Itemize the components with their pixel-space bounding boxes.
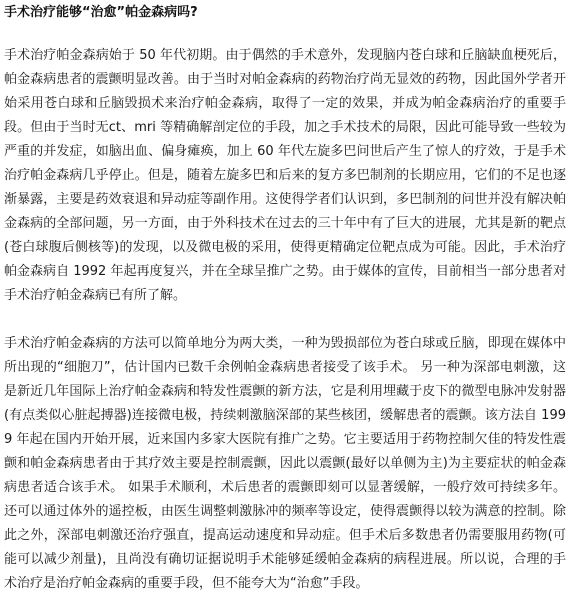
article — [4, 0, 566, 591]
paragraph-history: 手术治疗帕金森病始于 50 年代初期。由于偶然的手术意外，发现脑内苍白球和丘脑缺血梗死后，帕金森病患者的震颤明显改善。由于当时对帕金森病的药物治疗尚无显效的药物，因此国外学者开始采用苍白球和丘脑毁损术来治疗帕金森病，取得了一定的效果，并成为帕金森病治疗的重要手段。但由于当时无ct、mri 等精确解剖定位的手段，加之手术技术的局限，因此可能导致一些较为严重的并发症，如脑出血、偏身瘫痪，加上 60 年代左旋多巴问世后产生了惊人的疗效，于是手术治疗帕金森病几乎停止。但是，随着左旋多巴和后来的复方多巴制剂的长期应用，它们的不足也逐渐暴露，主要是药效衰退和异动症等副作用。这使得学者们认识到，多巴制剂的问世并没有解决帕金森病的全部问题，另一方面，由于外科技术在过去的三十年中有了巨大的进展，尤其是新的靶点(苍白球腹后侧核等)的发现，以及微电极的采用，使得更精确定位靶点成为可能。因此，手术治疗帕金森病自 1992 年起再度复兴，并在全球呈推广之势。由于媒体的宣传，目前相当一部分患者对手术治疗帕金森病已有所了解。 — [4, 48, 566, 303]
paragraph-methods: 手术治疗帕金森病的方法可以简单地分为两大类，一种为毁损部位为苍白球或丘脑，即现在媒体中所出现的“细胞刀”，估计国内已数千余例帕金森病患者接受了该手术。 另一种为深部电刺激，这是新近几年国际上治疗帕金森病和特发性震颤的新方法，它是利用埋藏于皮下的微型电脉冲发射器(有点类似心脏起搏器)连接微电极，持续刺激脑深部的某些核团，缓解患者的震颤。该方法自 1999 年起在国内开始开展，近来国内多家大医院有推广之势。它主要适用于药物控制欠佳的特发性震颤和帕金森病患者由于其疗效主要是控制震颤，因此以震颤(最好以单侧为主)为主要症状的帕金森病患者适合该手术。 如果手术顺利，术后患者的震颤即刻可以显著缓解，一般疗效可持续多年。还可以通过体外的遥控板，由医生调整刺激脉冲的频率等设定，使得震颤得以较为满意的控制。除此之外，深部电刺激还治疗强直，提高运动速度和异动症。但手术后多数患者仍需要服用药物(可能可以减少剂量)，且尚没有确切证据说明手术能够延缓帕金森病的病程进展。所以说，合理的手术治疗是治疗帕金森病的重要手段，但不能夸大为“治愈”手段。 — [4, 336, 566, 591]
article-title: 手术治疗能够“治愈”帕金森病吗? — [4, 5, 198, 20]
